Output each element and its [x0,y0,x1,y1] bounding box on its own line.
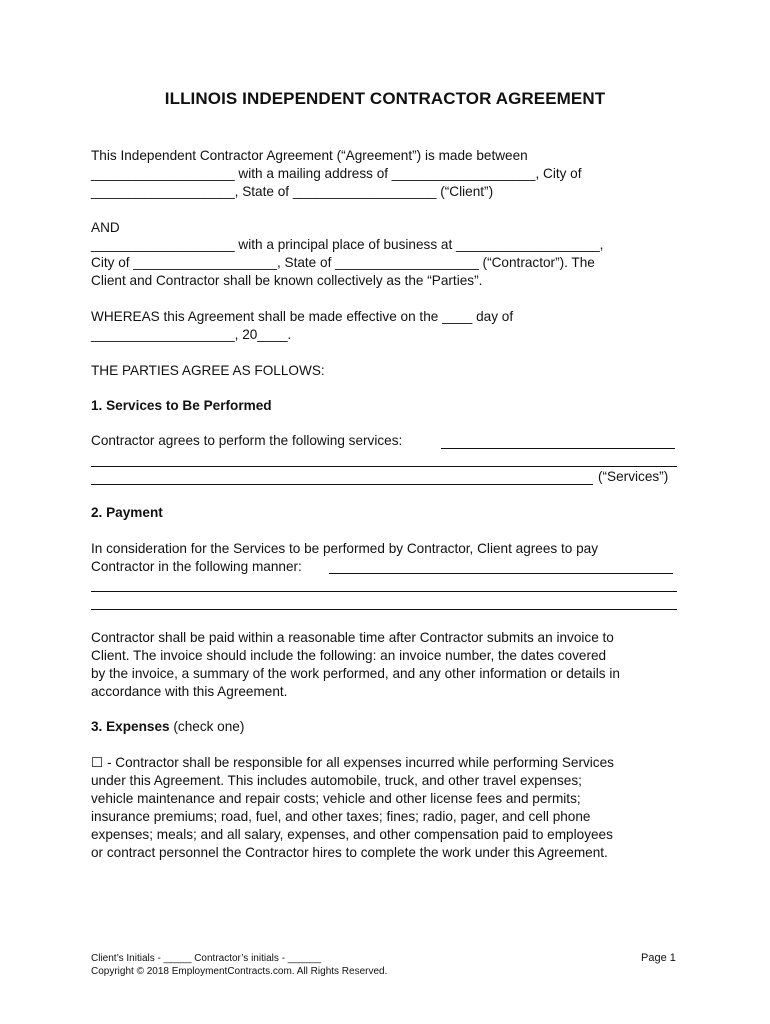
expenses-option-text: - Contractor shall be responsible for all expenses incurred while performing Services [103,755,614,770]
services-blank-line-1 [441,448,675,449]
and-line-4: Client and Contractor shall be known collectively as the “Parties”. [91,273,483,288]
expenses-checkbox[interactable]: ☐ [91,755,104,770]
services-blank-line-3 [91,484,593,485]
and-line-3: City of ___________________, State of ___________________ (“Contractor”). The [91,255,595,270]
expenses-option-line-5: expenses; meals; and all salary, expenses, and other compensation paid to employees [91,827,613,842]
payment-blank-line-2 [91,591,677,592]
expenses-option-line-6: or contract personnel the Contractor hires to complete the work under this Agreement. [91,845,608,860]
footer-copyright: Copyright © 2018 EmploymentContracts.com. All Rights Reserved. [91,966,388,977]
services-blank-line-2 [91,466,677,467]
payment-line-2: Contractor in the following manner: [91,559,302,574]
payment-blank-line-3 [91,609,677,610]
expenses-option-line-3: vehicle maintenance and repair costs; vehicle and other license fees and permits; [91,791,581,806]
payment-blank-line-1 [329,573,673,574]
section-2-heading: 2. Payment [91,505,163,520]
payment-line-1: In consideration for the Services to be performed by Contractor, Client agrees to pay [91,541,599,556]
invoice-line-1: Contractor shall be paid within a reasonable time after Contractor submits an invoice to [91,630,614,645]
invoice-line-4: accordance with this Agreement. [91,684,288,699]
footer-page-number: Page 1 [641,952,676,964]
whereas-line-2: ___________________, 20____. [91,327,292,342]
and-line-2: ___________________ with a principal place of business at ___________________, [91,237,604,252]
invoice-line-2: Client. The invoice should include the following: an invoice number, the dates covered [91,648,607,663]
whereas-line-1: WHEREAS this Agreement shall be made effective on the ____ day of [91,309,514,324]
intro-line-2: ___________________ with a mailing address of ___________________, City of [91,166,582,181]
expenses-option-line-4: insurance premiums; road, fuel, and other taxes; fines; radio, pager, and cell phone [91,809,591,824]
footer-initials: Client’s Initials - _____ Contractor’s initials - ______ [91,953,322,964]
section-1-heading: 1. Services to Be Performed [91,398,272,413]
document-title: ILLINOIS INDEPENDENT CONTRACTOR AGREEMENT [164,89,606,108]
invoice-line-3: by the invoice, a summary of the work performed, and any other information or details in [91,666,620,681]
section-3-heading-note: (check one) [169,719,245,734]
section-3-heading [91,718,244,736]
expenses-option-line-2: under this Agreement. This includes automobile, truck, and other travel expenses; [91,773,582,788]
section-3-heading-text: 3. Expenses [91,719,170,734]
expenses-option-line-1 [91,754,614,772]
parties-agree-line: THE PARTIES AGREE AS FOLLOWS: [91,363,325,378]
and-line-1: AND [91,220,120,235]
intro-line-1: This Independent Contractor Agreement (“Agreement”) is made between [91,148,528,163]
services-label: (“Services”) [598,469,669,484]
services-prompt: Contractor agrees to perform the following services: [91,433,403,448]
intro-line-3: ___________________, State of ___________________ (“Client”) [91,184,494,199]
